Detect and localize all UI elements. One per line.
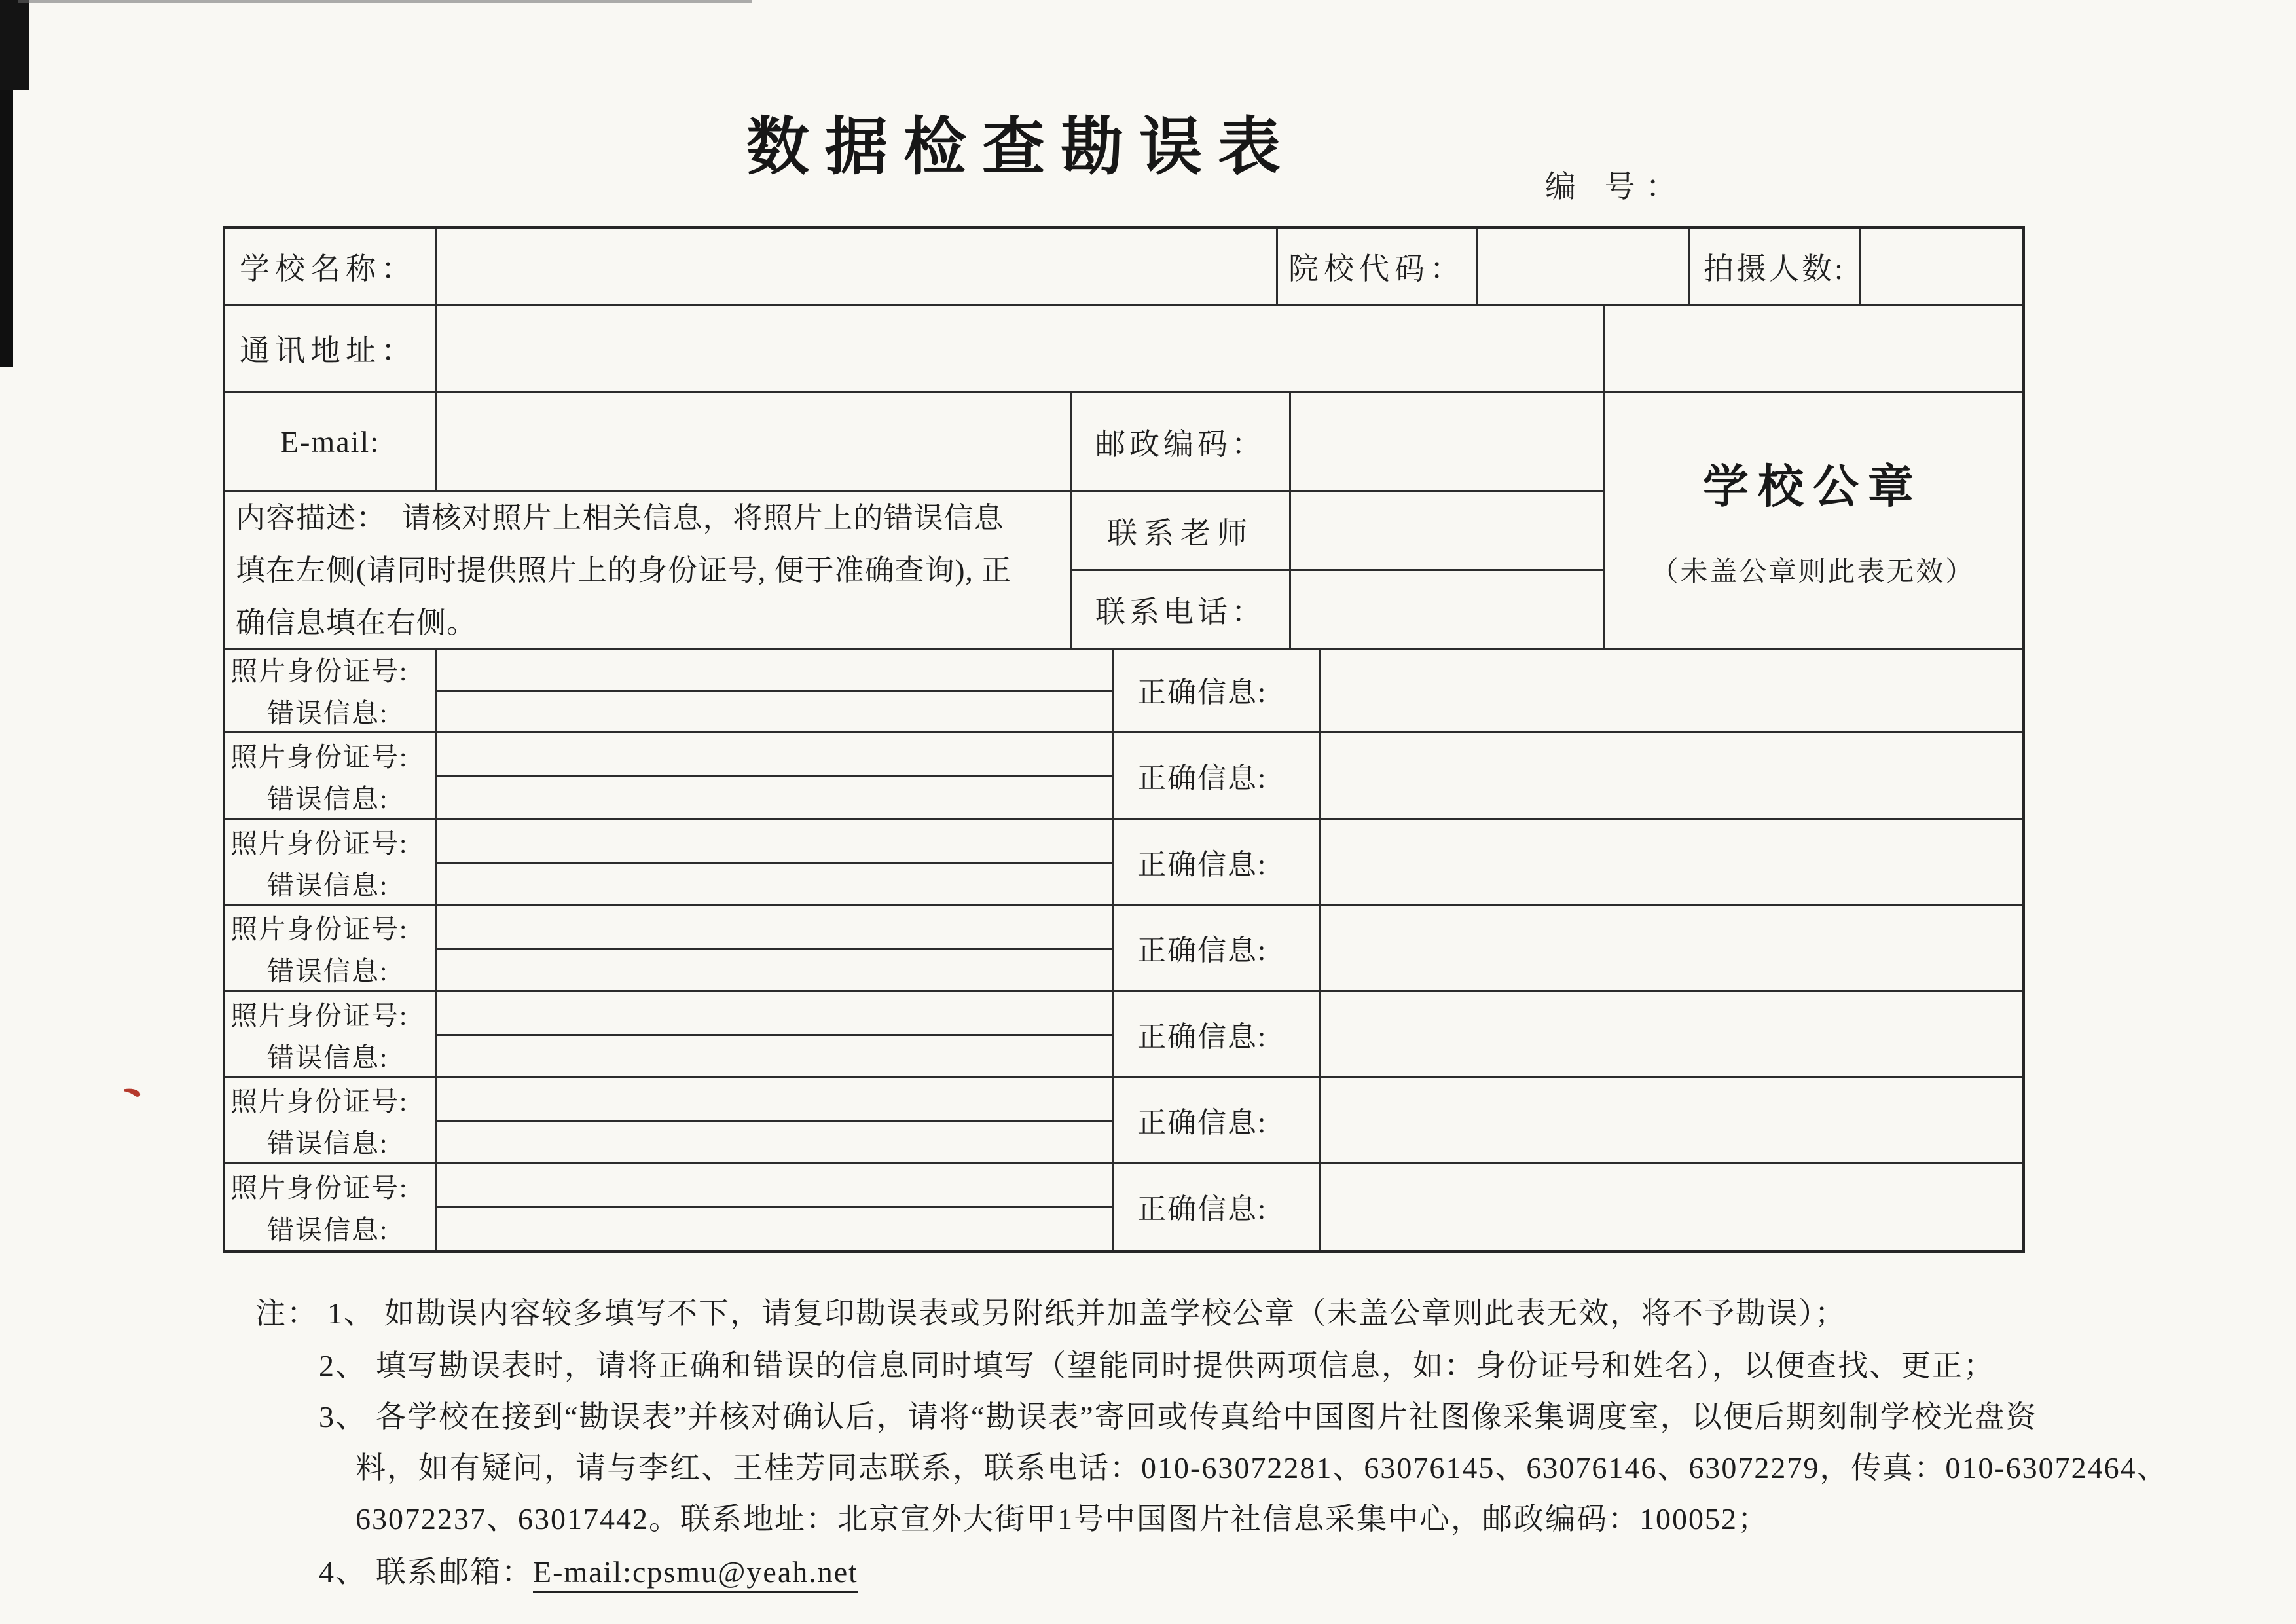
errata-row [225,992,2022,1078]
errata-row [225,1078,2022,1164]
contact-phone-input-area[interactable] [1291,571,1603,648]
correct-info-label: 正确信息: [1137,1193,1267,1225]
errata-row [225,820,2022,906]
photo-id-input-area[interactable] [437,1164,1110,1205]
correct-info-input-area[interactable] [1321,733,2021,817]
wrong-info-label: 错误信息: [267,1128,389,1158]
red-pen-mark: 、 [110,1042,175,1107]
wrong-info-input-area[interactable] [437,692,1110,731]
errata-row [225,906,2022,992]
photo-id-label: 照片身份证号: [230,1086,409,1116]
photo-id-label: 照片身份证号: [230,655,409,686]
contact-phone-label: 联系电话： [1095,595,1266,629]
note-number: 4、 [319,1555,367,1589]
college-code-label: 院校代码： [1288,251,1465,286]
correct-info-input-area[interactable] [1321,820,2021,904]
school-seal-title: 学校公章 [1703,459,1923,513]
photo-id-input-area[interactable] [437,1078,1110,1118]
correct-info-label: 正确信息: [1137,1021,1267,1053]
note-line-1 [255,1293,1846,1334]
address-label: 通讯地址： [240,334,416,367]
correct-info-label: 正确信息: [1137,934,1267,967]
wrong-info-label: 错误信息: [267,783,389,814]
college-code-input-area[interactable] [1478,229,1688,304]
wrong-info-label: 错误信息: [267,1214,389,1245]
form-table [223,226,2025,1253]
wrong-info-input-area[interactable] [437,950,1110,989]
note-text: 63072237、63017442。联系地址：北京宣外大街甲1号中国图片社信息采集中心，邮政编码：100052； [355,1502,1769,1536]
photo-id-input-area[interactable] [437,992,1110,1033]
photo-id-input-area[interactable] [437,648,1110,688]
photo-count-label: 拍摄人数: [1704,251,1846,286]
wrong-info-label: 错误信息: [267,955,389,986]
correct-info-input-area[interactable] [1321,648,2021,731]
note-line-6 [319,1552,858,1593]
photo-id-input-area[interactable] [437,820,1110,860]
note-number: 1、 [327,1297,375,1330]
photo-id-label: 照片身份证号: [230,913,409,944]
contact-teacher-label: 联系老师 [1107,516,1254,550]
email-input-area[interactable] [437,393,1070,490]
serial-number-label: 编 号： [1545,170,1687,204]
correct-info-label: 正确信息: [1137,1107,1267,1139]
description-line: 确信息填在右侧。 [236,606,477,639]
postal-code-input-area[interactable] [1291,393,1603,490]
notes-label: 注： [255,1297,318,1330]
school-seal-note: （未盖公章则此表无效） [1650,557,1975,587]
note-number: 3、 [319,1400,367,1433]
wrong-info-input-area[interactable] [437,777,1110,817]
correct-info-input-area[interactable] [1321,1164,2021,1248]
photo-id-input-area[interactable] [437,733,1110,774]
form-title: 数据检查勘误表 [746,110,1296,183]
school-name-label: 学校名称： [240,251,416,286]
wrong-info-input-area[interactable] [437,1122,1110,1162]
content-description [225,490,1070,648]
correct-info-input-area[interactable] [1321,1078,2021,1162]
scan-corner-artifact [0,0,29,90]
contact-email: E-mail:cpsmu@yeah.net [533,1555,858,1593]
note-text: 如勘误内容较多填写不下，请复印勘误表或另附纸并加盖学校公章（未盖公章则此表无效，将不予勘误）； [384,1297,1846,1330]
postal-code-label: 邮政编码： [1095,427,1266,461]
correct-info-input-area[interactable] [1321,992,2021,1076]
photo-id-label: 照片身份证号: [230,1000,409,1031]
note-text: 联系邮箱： [376,1555,533,1589]
wrong-info-input-area[interactable] [437,864,1110,904]
note-number: 2、 [319,1349,367,1382]
wrong-info-label: 错误信息: [267,870,389,900]
errata-row [225,1164,2022,1250]
wrong-info-label: 错误信息: [267,697,389,728]
note-text: 料，如有疑问，请与李红、王桂芳同志联系，联系电话：010-63072281、63076145、63076146、63072279，传真：010-63072464、 [355,1451,2168,1485]
scan-top-edge-artifact [18,0,752,3]
note-text: 填写勘误表时，请将正确和错误的信息同时填写（望能同时提供两项信息，如：身份证号和姓名），以便查找、更正； [376,1349,1995,1382]
address-input-area[interactable] [437,306,1603,391]
correct-info-label: 正确信息: [1137,849,1267,881]
correct-info-label: 正确信息: [1137,676,1267,709]
errata-row [225,733,2022,820]
photo-id-input-area[interactable] [437,906,1110,946]
photo-id-label: 照片身份证号: [230,828,409,858]
description-line: 填在左侧(请同时提供照片上的身份证号, 便于准确查询), 正 [236,554,1011,587]
note-line-4 [355,1448,2168,1488]
wrong-info-input-area[interactable] [437,1208,1110,1248]
note-line-3 [319,1397,2037,1437]
wrong-info-label: 错误信息: [267,1042,389,1073]
school-name-input-area[interactable] [437,229,1276,304]
email-label: E-mail: [280,425,380,458]
correct-info-input-area[interactable] [1321,906,2021,989]
errata-row [225,648,2022,733]
correct-info-label: 正确信息: [1137,762,1267,794]
wrong-info-input-area[interactable] [437,1036,1110,1076]
photo-id-label: 照片身份证号: [230,1172,409,1203]
note-text: 各学校在接到“勘误表”并核对确认后，请将“勘误表”寄回或传真给中国图片社图像采集调度室，以便后期刻制学校光盘资 [376,1400,2037,1433]
photo-id-label: 照片身份证号: [230,741,409,772]
description-line: 内容描述： 请核对照片上相关信息，将照片上的错误信息 [236,502,1004,534]
contact-teacher-input-area[interactable] [1291,492,1603,569]
note-line-5 [355,1499,1769,1540]
note-line-2 [319,1346,1995,1386]
photo-count-input-area[interactable] [1861,229,2022,304]
school-seal-area [1603,391,2022,648]
blank-corner-cell [1605,306,2022,391]
